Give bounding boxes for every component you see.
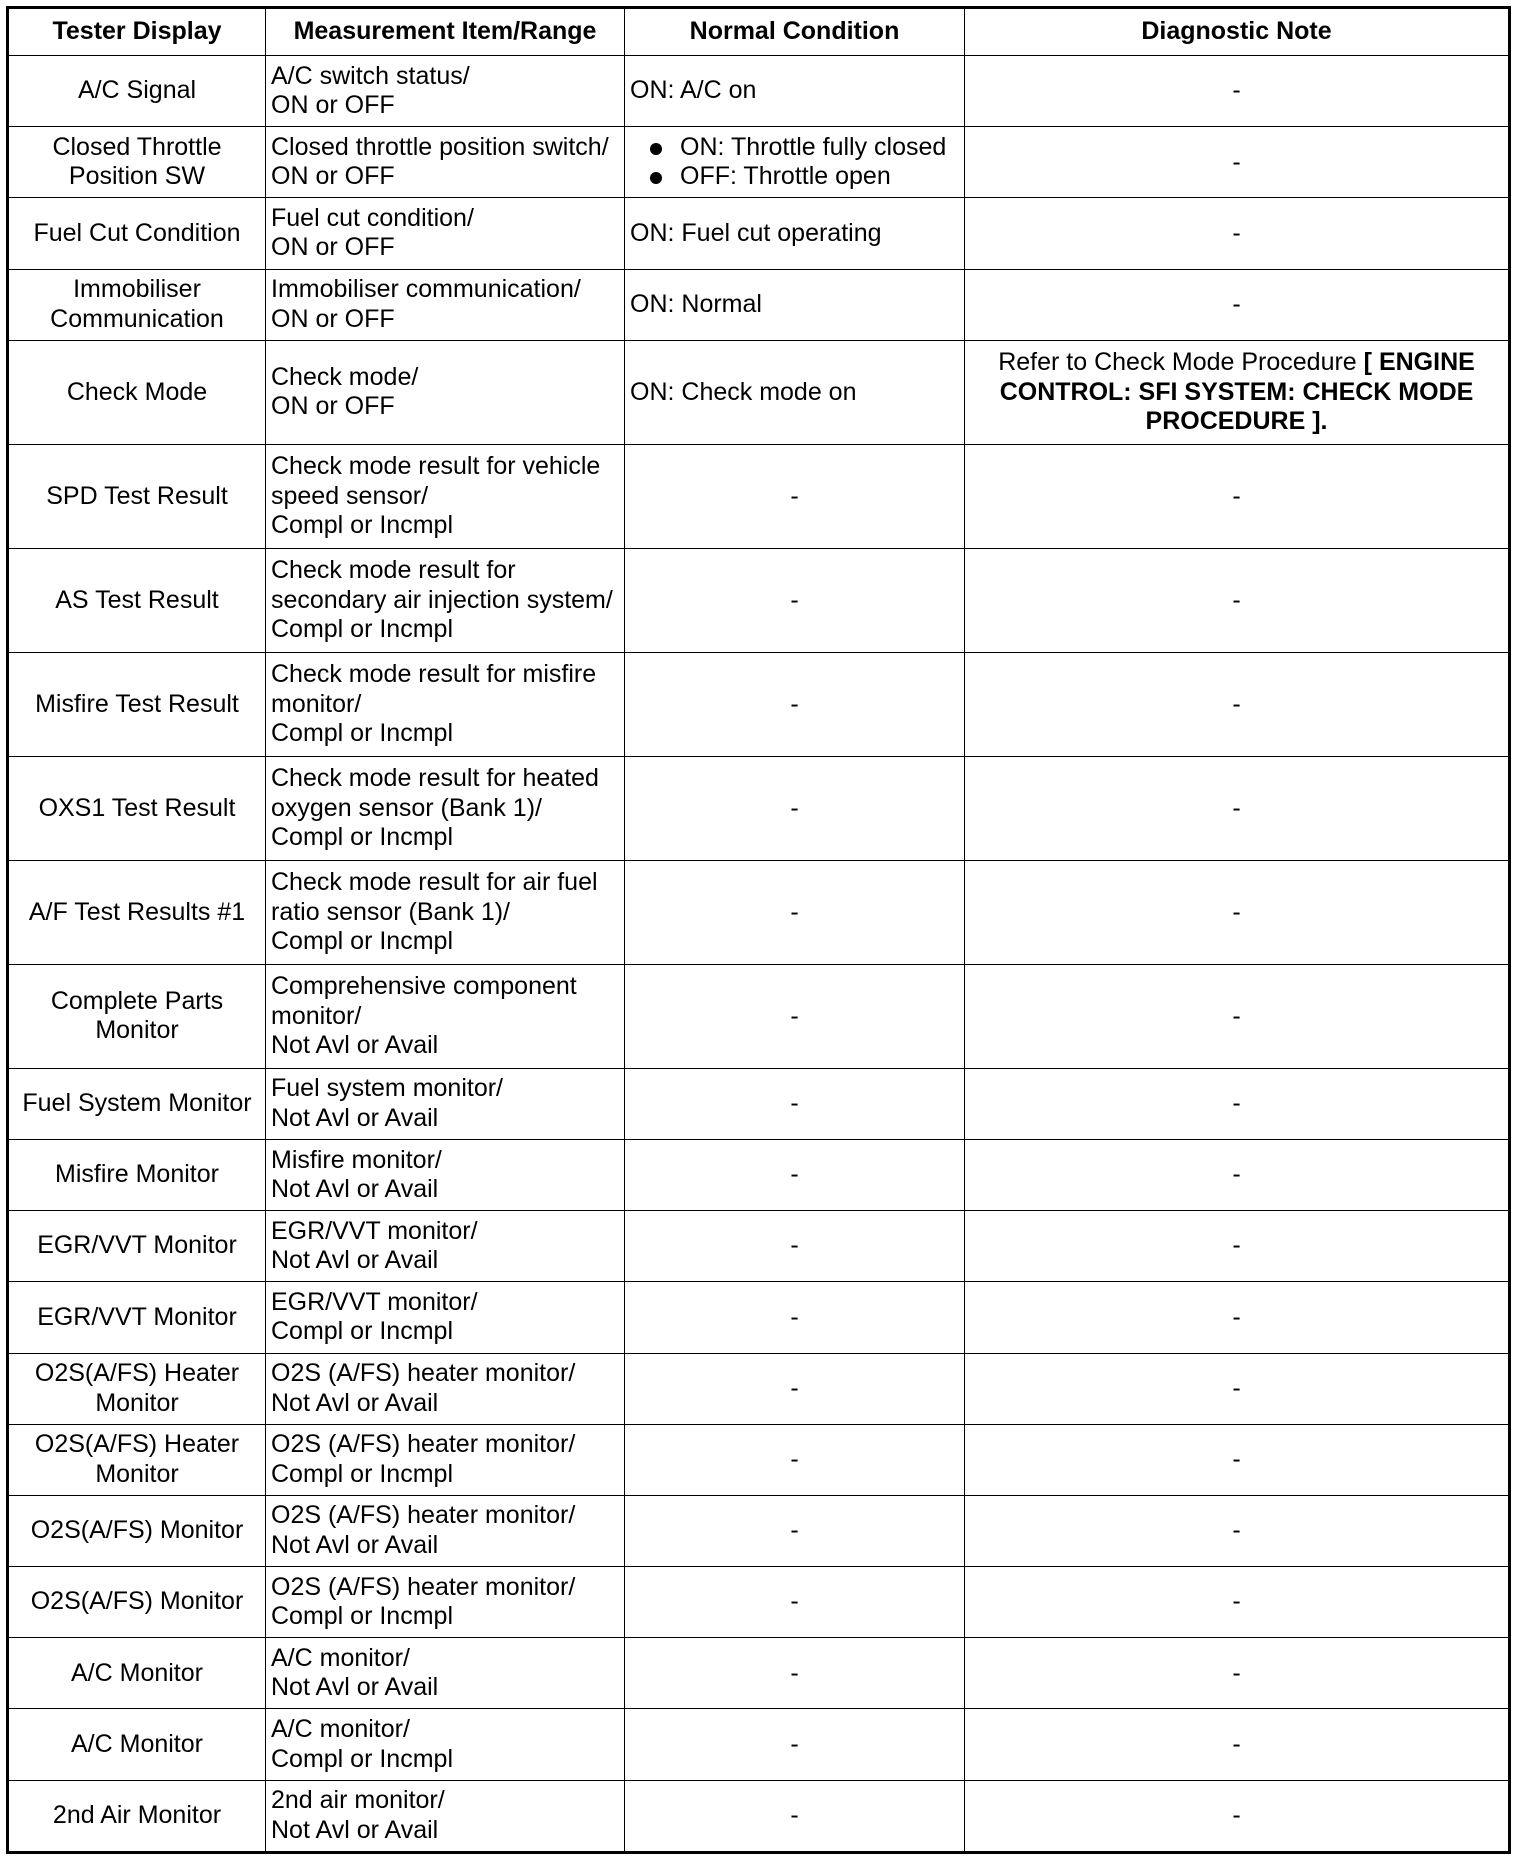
header-normal-condition: Normal Condition <box>625 8 965 56</box>
measurement-item-text: ON or OFF <box>271 91 395 120</box>
tester-display-cell <box>8 444 266 548</box>
table-body <box>8 56 1510 1853</box>
table-row <box>8 1495 1510 1566</box>
diagnostic-note-cell <box>965 1638 1510 1709</box>
table-row <box>8 1068 1510 1139</box>
tester-display-text: Immobiliser <box>73 275 201 304</box>
normal-condition-text: - <box>790 1089 799 1118</box>
diagnostic-note-text: - <box>1232 689 1241 718</box>
normal-condition-text: ON: Fuel cut operating <box>630 218 882 247</box>
measurement-item-text: Not Avl or Avail <box>271 1031 439 1059</box>
normal-condition-cell <box>625 269 965 340</box>
measurement-item-text: Not Avl or Avail <box>271 1815 439 1844</box>
tester-display-text: EGR/VVT Monitor <box>37 1302 237 1331</box>
diagnostic-note-cell <box>965 756 1510 860</box>
diagnostic-note-text: - <box>1232 1231 1241 1260</box>
diagnostic-note-cell <box>965 652 1510 756</box>
diagnostic-note-cell <box>965 1068 1510 1139</box>
tester-display-text: 2nd Air Monitor <box>52 1801 222 1830</box>
diagnostic-note-cell <box>965 860 1510 964</box>
table-row <box>8 1780 1510 1852</box>
tester-display-cell <box>8 198 266 269</box>
diagnostic-note-text: - <box>1232 289 1241 318</box>
measurement-item-text: monitor/ <box>271 689 362 718</box>
normal-condition-cell <box>625 56 965 127</box>
normal-condition-text: - <box>790 1801 799 1830</box>
measurement-item-text: Check mode result for air fuel <box>271 868 598 896</box>
table-row <box>8 1567 1510 1638</box>
table-row <box>8 1353 1510 1424</box>
normal-condition-text: - <box>790 897 799 926</box>
normal-condition-text: - <box>790 1373 799 1402</box>
normal-condition-bullet: ON: Throttle fully closed <box>644 133 959 163</box>
tester-display-text: Communication <box>50 304 224 333</box>
normal-condition-cell <box>625 1495 965 1566</box>
measurement-item-text: ON or OFF <box>271 162 395 191</box>
normal-condition-text: - <box>790 1729 799 1758</box>
tester-display-cell <box>8 548 266 652</box>
measurement-item-text: Compl or Incmpl <box>271 1744 453 1773</box>
normal-condition-cell <box>625 756 965 860</box>
diagnostic-note-cell <box>965 1139 1510 1210</box>
measurement-item-text: ON or OFF <box>271 233 395 262</box>
diagnostic-note-text: - <box>1232 1302 1241 1331</box>
measurement-item-text: EGR/VVT monitor/ <box>271 1287 478 1316</box>
normal-condition-cell <box>625 444 965 548</box>
measurement-item-text: Not Avl or Avail <box>271 1246 439 1275</box>
measurement-item-cell <box>266 1567 625 1638</box>
measurement-item-cell <box>266 56 625 127</box>
normal-condition-cell <box>625 964 965 1068</box>
tester-data-table <box>6 6 1511 1854</box>
measurement-item-cell <box>266 340 625 444</box>
tester-display-text: A/C Monitor <box>71 1729 203 1758</box>
measurement-item-text: 2nd air monitor/ <box>271 1786 445 1815</box>
tester-display-text: O2S(A/FS) Heater <box>34 1359 240 1388</box>
diagnostic-note-cell <box>965 1282 1510 1353</box>
header-measurement-item: Measurement Item/Range <box>266 8 625 56</box>
measurement-item-text: Comprehensive component <box>271 972 577 1000</box>
tester-display-text: Misfire Test Result <box>35 689 239 718</box>
header-tester-display: Tester Display <box>8 8 266 56</box>
tester-display-cell <box>8 1780 266 1852</box>
diagnostic-note-cell <box>965 1567 1510 1638</box>
measurement-item-cell <box>266 1353 625 1424</box>
tester-display-text: Position SW <box>68 162 206 191</box>
tester-display-cell <box>8 1709 266 1780</box>
normal-condition-bullet: OFF: Throttle open <box>644 162 959 192</box>
tester-display-text: Complete Parts <box>50 986 224 1015</box>
measurement-item-cell <box>266 1780 625 1852</box>
normal-condition-text: - <box>790 1516 799 1545</box>
table-row <box>8 548 1510 652</box>
normal-condition-cell <box>625 1068 965 1139</box>
table-row <box>8 1139 1510 1210</box>
measurement-item-text: Immobiliser communication/ <box>271 275 581 304</box>
measurement-item-text: speed sensor/ <box>271 481 429 510</box>
measurement-item-text: Check mode result for <box>271 556 516 584</box>
tester-display-cell <box>8 127 266 198</box>
measurement-item-text: O2S (A/FS) heater monitor/ <box>271 1501 576 1530</box>
normal-condition-text: - <box>790 585 799 614</box>
normal-condition-text: - <box>790 1302 799 1331</box>
measurement-item-cell <box>266 756 625 860</box>
tester-display-cell <box>8 1567 266 1638</box>
measurement-item-text: A/C switch status/ <box>271 61 470 90</box>
diagnostic-note-cell <box>965 56 1510 127</box>
measurement-item-text: ON or OFF <box>271 392 395 421</box>
diagnostic-note-text: - <box>1232 76 1241 105</box>
diagnostic-note-cell <box>965 1780 1510 1852</box>
normal-condition-cell <box>625 1353 965 1424</box>
normal-condition-text: ON: Normal <box>630 289 762 318</box>
measurement-item-text: O2S (A/FS) heater monitor/ <box>271 1572 576 1601</box>
normal-condition-cell <box>625 127 965 198</box>
tester-display-text: AS Test Result <box>55 585 219 614</box>
tester-display-text: O2S(A/FS) Heater <box>34 1430 240 1459</box>
diagnostic-note-cell <box>965 340 1510 444</box>
measurement-item-cell <box>266 1495 625 1566</box>
normal-condition-cell <box>625 548 965 652</box>
tester-display-text: Fuel Cut Condition <box>33 218 241 247</box>
diagnostic-note-text: - <box>1232 1089 1241 1118</box>
normal-condition-cell <box>625 860 965 964</box>
table-row <box>8 652 1510 756</box>
normal-condition-cell <box>625 1780 965 1852</box>
diagnostic-note-cell <box>965 964 1510 1068</box>
tester-display-cell <box>8 56 266 127</box>
tester-display-text: EGR/VVT Monitor <box>37 1231 237 1260</box>
normal-condition-cell <box>625 1709 965 1780</box>
normal-condition-cell <box>625 1638 965 1709</box>
normal-condition-text: - <box>790 793 799 822</box>
normal-condition-text: - <box>790 1587 799 1616</box>
measurement-item-text: monitor/ <box>271 1001 362 1030</box>
table-row <box>8 340 1510 444</box>
measurement-item-text: Compl or Incmpl <box>271 823 453 851</box>
normal-condition-text: ON: A/C on <box>630 76 757 105</box>
normal-condition-cell <box>625 1282 965 1353</box>
measurement-item-cell <box>266 1068 625 1139</box>
tester-display-text: Misfire Monitor <box>55 1160 219 1189</box>
measurement-item-cell <box>266 198 625 269</box>
measurement-item-cell <box>266 1139 625 1210</box>
measurement-item-cell <box>266 1638 625 1709</box>
diagnostic-note-cell <box>965 198 1510 269</box>
measurement-item-text: oxygen sensor (Bank 1)/ <box>271 793 542 822</box>
measurement-item-cell <box>266 1424 625 1495</box>
measurement-item-text: Compl or Incmpl <box>271 927 453 955</box>
table-row <box>8 444 1510 548</box>
normal-condition-text: - <box>790 1445 799 1474</box>
normal-condition-text: - <box>790 481 799 510</box>
table-row <box>8 756 1510 860</box>
normal-condition-text: - <box>790 1160 799 1189</box>
diagnostic-note-text: - <box>1232 1160 1241 1189</box>
measurement-item-text: Fuel system monitor/ <box>271 1074 504 1103</box>
diagnostic-note-text: - <box>1232 481 1241 510</box>
measurement-item-text: Not Avl or Avail <box>271 1530 439 1559</box>
normal-condition-cell <box>625 1139 965 1210</box>
tester-display-cell <box>8 1638 266 1709</box>
table-row <box>8 1709 1510 1780</box>
normal-condition-cell <box>625 1567 965 1638</box>
normal-condition-text: ON: Check mode on <box>630 377 857 406</box>
measurement-item-cell <box>266 269 625 340</box>
table-row <box>8 860 1510 964</box>
measurement-item-text: O2S (A/FS) heater monitor/ <box>271 1359 576 1388</box>
diagnostic-note-reference-link: [ ENGINE CONTROL: SFI SYSTEM: CHECK MODE PROCEDURE ] <box>999 348 1475 435</box>
tester-display-cell <box>8 269 266 340</box>
measurement-item-text: Compl or Incmpl <box>271 719 453 747</box>
diagnostic-note-cell <box>965 444 1510 548</box>
normal-condition-cell <box>625 1424 965 1495</box>
normal-condition-text: - <box>790 689 799 718</box>
tester-display-text: A/F Test Results #1 <box>28 897 246 926</box>
measurement-item-text: Compl or Incmpl <box>271 1459 453 1488</box>
diagnostic-note-cell <box>965 269 1510 340</box>
measurement-item-text: O2S (A/FS) heater monitor/ <box>271 1430 576 1459</box>
table-row <box>8 1282 1510 1353</box>
measurement-item-text: Not Avl or Avail <box>271 1388 439 1417</box>
tester-display-text: Fuel System Monitor <box>22 1089 252 1118</box>
normal-condition-cell <box>625 198 965 269</box>
tester-display-cell <box>8 964 266 1068</box>
tester-display-cell <box>8 1424 266 1495</box>
table-row <box>8 56 1510 127</box>
table-row <box>8 198 1510 269</box>
diagnostic-note-text: - <box>1232 1658 1241 1687</box>
measurement-item-text: Fuel cut condition/ <box>271 203 474 232</box>
normal-condition-text: - <box>790 1231 799 1260</box>
measurement-item-cell <box>266 127 625 198</box>
table-row <box>8 127 1510 198</box>
diagnostic-note-cell <box>965 1353 1510 1424</box>
measurement-item-text: ON or OFF <box>271 304 395 333</box>
measurement-item-text: Check mode result for misfire <box>271 660 597 688</box>
measurement-item-text: Not Avl or Avail <box>271 1673 439 1702</box>
diagnostic-note-text: - <box>1232 1001 1241 1030</box>
tester-display-text: O2S(A/FS) Monitor <box>30 1516 244 1545</box>
measurement-item-cell <box>266 1709 625 1780</box>
diagnostic-note-cell <box>965 1424 1510 1495</box>
tester-display-cell <box>8 1211 266 1282</box>
measurement-item-text: Not Avl or Avail <box>271 1103 439 1132</box>
tester-display-text: O2S(A/FS) Monitor <box>30 1587 244 1616</box>
tester-display-cell <box>8 1139 266 1210</box>
measurement-item-text: Compl or Incmpl <box>271 615 453 643</box>
measurement-item-text: A/C monitor/ <box>271 1643 410 1672</box>
measurement-item-text: Check mode/ <box>271 362 419 391</box>
normal-condition-text: - <box>790 1658 799 1687</box>
measurement-item-text: secondary air injection system/ <box>271 585 613 614</box>
measurement-item-text: Compl or Incmpl <box>271 1602 453 1631</box>
diagnostic-note-text: - <box>1232 1729 1241 1758</box>
diagnostic-note-text: - <box>1232 585 1241 614</box>
tester-display-text: Check Mode <box>66 377 208 406</box>
diagnostic-note-text: - <box>1232 1516 1241 1545</box>
diagnostic-note-text: - <box>1232 1445 1241 1474</box>
tester-display-cell <box>8 340 266 444</box>
measurement-item-text: Not Avl or Avail <box>271 1175 439 1204</box>
measurement-item-cell <box>266 548 625 652</box>
measurement-item-cell <box>266 1211 625 1282</box>
measurement-item-cell <box>266 444 625 548</box>
normal-condition-cell <box>625 1211 965 1282</box>
measurement-item-cell <box>266 964 625 1068</box>
measurement-item-text: A/C monitor/ <box>271 1715 410 1744</box>
diagnostic-note-text: - <box>1232 1801 1241 1830</box>
tester-display-text: Monitor <box>95 1459 179 1488</box>
tester-display-cell <box>8 652 266 756</box>
table-row <box>8 1424 1510 1495</box>
tester-display-cell <box>8 1353 266 1424</box>
tester-display-text: Closed Throttle <box>52 132 222 161</box>
tester-display-text: SPD Test Result <box>46 481 228 510</box>
header-row <box>8 8 1510 56</box>
diagnostic-note-cell <box>965 1211 1510 1282</box>
measurement-item-text: Compl or Incmpl <box>271 511 453 539</box>
normal-condition-cell <box>625 340 965 444</box>
diagnostic-note-text: - <box>1232 1587 1241 1616</box>
tester-display-cell <box>8 1068 266 1139</box>
measurement-item-cell <box>266 860 625 964</box>
diagnostic-note-cell <box>965 548 1510 652</box>
measurement-item-text: Check mode result for vehicle <box>271 452 601 480</box>
table-row <box>8 1638 1510 1709</box>
tester-display-cell <box>8 1495 266 1566</box>
diagnostic-note-text: - <box>1232 897 1241 926</box>
measurement-item-text: Compl or Incmpl <box>271 1317 453 1346</box>
header-diagnostic-note: Diagnostic Note <box>965 8 1510 56</box>
tester-display-cell <box>8 756 266 860</box>
tester-display-text: Monitor <box>95 1016 179 1045</box>
measurement-item-text: Misfire monitor/ <box>271 1145 442 1174</box>
measurement-item-cell <box>266 1282 625 1353</box>
table-row <box>8 1211 1510 1282</box>
measurement-item-text: Check mode result for heated <box>271 764 599 792</box>
diagnostic-note-text: - <box>1232 793 1241 822</box>
measurement-item-text: Closed throttle position switch/ <box>271 132 609 161</box>
normal-condition-cell <box>625 652 965 756</box>
diagnostic-note-text: - <box>1232 1373 1241 1402</box>
tester-display-cell <box>8 860 266 964</box>
measurement-item-text: EGR/VVT monitor/ <box>271 1216 478 1245</box>
diagnostic-note-cell <box>965 127 1510 198</box>
tester-display-text: A/C Monitor <box>71 1658 203 1687</box>
diagnostic-note-text: - <box>1232 147 1241 176</box>
diagnostic-note-suffix: . <box>1320 407 1328 435</box>
diagnostic-note-text: - <box>1232 218 1241 247</box>
tester-display-cell <box>8 1282 266 1353</box>
tester-display-text: OXS1 Test Result <box>38 793 236 822</box>
tester-display-text: Monitor <box>95 1388 179 1417</box>
diagnostic-note-cell <box>965 1709 1510 1780</box>
normal-condition-text: - <box>790 1001 799 1030</box>
diagnostic-note-cell <box>965 1495 1510 1566</box>
normal-condition-bullet-list <box>630 133 959 192</box>
diagnostic-note-text: Refer to Check Mode Procedure <box>998 348 1364 376</box>
measurement-item-text: ratio sensor (Bank 1)/ <box>271 897 510 926</box>
measurement-item-cell <box>266 652 625 756</box>
tester-display-text: A/C Signal <box>77 76 197 105</box>
table-row <box>8 964 1510 1068</box>
table-row <box>8 269 1510 340</box>
